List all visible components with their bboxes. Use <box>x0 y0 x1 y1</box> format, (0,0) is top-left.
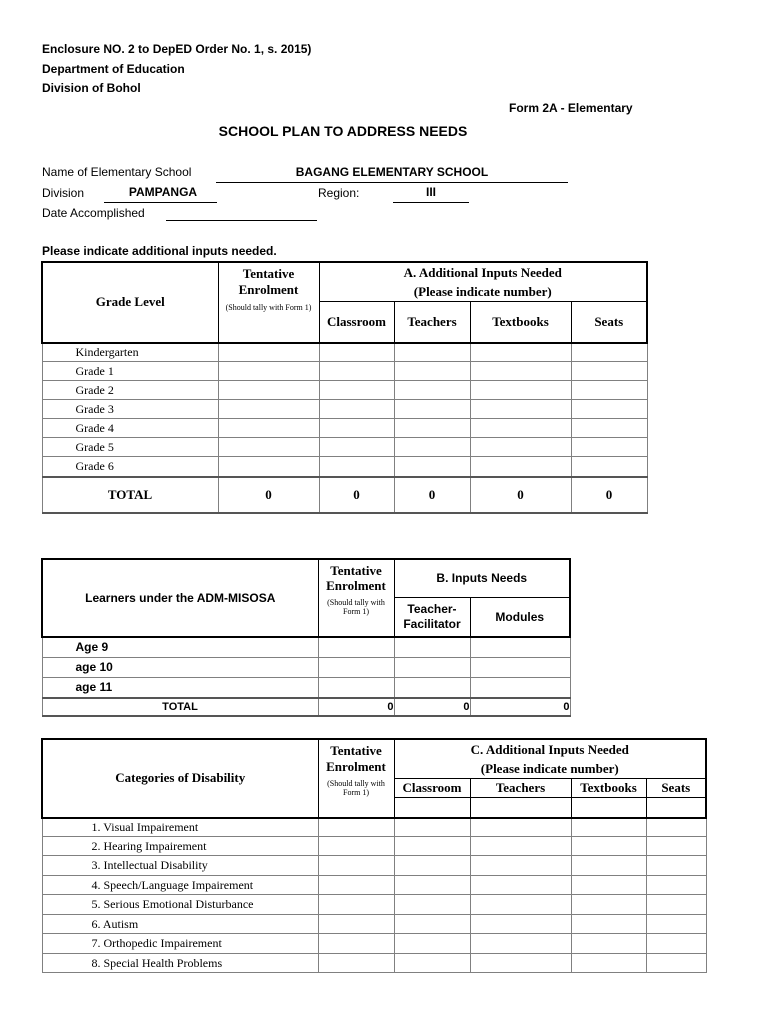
total-seats: 0 <box>571 477 647 513</box>
date-label: Date Accomplished <box>42 206 145 220</box>
input-cell[interactable] <box>394 381 470 400</box>
row-label: 4. Speech/Language Impairement <box>42 876 318 895</box>
table-a <box>41 261 648 514</box>
row-label: 7. Orthopedic Impairement <box>42 934 318 954</box>
input-cell[interactable] <box>470 457 571 477</box>
input-cell[interactable] <box>218 381 319 400</box>
input-cell[interactable] <box>646 837 706 856</box>
date-field[interactable] <box>166 220 317 221</box>
input-cell[interactable] <box>394 343 470 362</box>
input-cell[interactable] <box>218 419 319 438</box>
input-cell[interactable] <box>394 637 470 657</box>
table-row <box>42 457 647 477</box>
input-cell[interactable] <box>571 438 647 457</box>
row-label: Grade 1 <box>42 362 218 381</box>
b-enrolment-header: Tentative Enrolment <box>318 559 394 597</box>
region-label: Region: <box>318 186 360 200</box>
row-label: Grade 3 <box>42 400 218 419</box>
input-cell[interactable] <box>394 677 470 698</box>
table-row <box>42 837 706 856</box>
division-field[interactable] <box>104 202 217 203</box>
input-cell[interactable] <box>470 362 571 381</box>
b-total-modules: 0 <box>470 698 570 716</box>
table-row <box>42 419 647 438</box>
row-label: age 11 <box>42 677 318 698</box>
input-cell[interactable] <box>394 954 470 973</box>
input-cell[interactable] <box>319 381 394 400</box>
table-row <box>42 876 706 895</box>
input-cell[interactable] <box>571 837 646 856</box>
row-label: Grade 4 <box>42 419 218 438</box>
c-additional-inputs-header <box>394 739 706 779</box>
input-cell[interactable] <box>571 419 647 438</box>
row-label: 2. Hearing Impairement <box>42 837 318 856</box>
region-field[interactable] <box>393 202 469 203</box>
col-teachers: Teachers <box>394 302 470 343</box>
row-label: Grade 2 <box>42 381 218 400</box>
input-cell[interactable] <box>470 954 571 973</box>
input-cell[interactable] <box>318 637 394 657</box>
row-label: age 10 <box>42 657 318 677</box>
input-cell[interactable] <box>470 895 571 915</box>
inputs-needs-header: B. Inputs Needs <box>394 559 570 597</box>
input-cell[interactable] <box>318 876 394 895</box>
c-enrolment-header: Tentative Enrolment <box>318 739 394 779</box>
input-cell[interactable] <box>218 362 319 381</box>
input-cell[interactable] <box>470 438 571 457</box>
table-row <box>42 343 647 362</box>
row-label: 5. Serious Emotional Disturbance <box>42 895 318 915</box>
instruction-text: Please indicate additional inputs needed. <box>42 244 277 258</box>
total-enrolment: 0 <box>218 477 319 513</box>
input-cell[interactable] <box>218 438 319 457</box>
col-textbooks: Textbooks <box>470 302 571 343</box>
input-cell[interactable] <box>646 954 706 973</box>
table-row <box>42 856 706 876</box>
input-cell[interactable] <box>646 915 706 934</box>
col-seats: Seats <box>571 302 647 343</box>
col-classroom: Classroom <box>319 302 394 343</box>
table-row <box>42 400 647 419</box>
enrolment-header: Tentative Enrolment <box>218 262 319 302</box>
table-row <box>42 362 647 381</box>
input-cell[interactable] <box>571 400 647 419</box>
total-row <box>42 477 647 513</box>
input-cell[interactable] <box>218 400 319 419</box>
additional-inputs-title: A. Additional Inputs Needed <box>403 265 562 280</box>
input-cell[interactable] <box>394 657 470 677</box>
table-row <box>42 637 570 657</box>
school-name-label: Name of Elementary School <box>42 165 192 179</box>
total-teachers: 0 <box>394 477 470 513</box>
input-cell[interactable] <box>571 343 647 362</box>
input-cell[interactable] <box>646 876 706 895</box>
input-cell[interactable] <box>318 954 394 973</box>
row-label: 8. Special Health Problems <box>42 954 318 973</box>
table-row <box>42 895 706 915</box>
b-total-enrolment: 0 <box>318 698 394 716</box>
input-cell[interactable] <box>470 677 570 698</box>
row-label: 6. Autism <box>42 915 318 934</box>
input-cell[interactable] <box>319 343 394 362</box>
division-text: Division of Bohol <box>42 81 141 95</box>
total-row <box>42 698 570 716</box>
input-cell[interactable] <box>571 954 646 973</box>
input-cell[interactable] <box>394 457 470 477</box>
row-label: 3. Intellectual Disability <box>42 856 318 876</box>
row-label: Grade 6 <box>42 457 218 477</box>
c-enrolment-note: (Should tally with Form 1) <box>318 779 394 818</box>
input-cell[interactable] <box>319 362 394 381</box>
c-header-blank <box>394 798 470 818</box>
table-row <box>42 381 647 400</box>
input-cell[interactable] <box>394 876 470 895</box>
input-cell[interactable] <box>470 837 571 856</box>
input-cell[interactable] <box>571 934 646 954</box>
input-cell[interactable] <box>470 876 571 895</box>
input-cell[interactable] <box>394 419 470 438</box>
input-cell[interactable] <box>394 856 470 876</box>
c-inputs-title: C. Additional Inputs Needed <box>470 742 629 757</box>
input-cell[interactable] <box>319 400 394 419</box>
input-cell[interactable] <box>319 457 394 477</box>
input-cell[interactable] <box>470 934 571 954</box>
enrolment-note: (Should tally with Form 1) <box>218 302 319 343</box>
total-classroom: 0 <box>319 477 394 513</box>
table-row <box>42 438 647 457</box>
input-cell[interactable] <box>318 657 394 677</box>
additional-inputs-header <box>319 262 647 302</box>
input-cell[interactable] <box>319 419 394 438</box>
row-label: Kindergarten <box>42 343 218 362</box>
input-cell[interactable] <box>394 438 470 457</box>
col-teacher-facilitator: Teacher-Facilitator <box>394 597 470 637</box>
c-header-blank <box>646 798 706 818</box>
c-header-blank <box>470 798 571 818</box>
b-total-teacher: 0 <box>394 698 470 716</box>
row-label: 1. Visual Impairement <box>42 818 318 837</box>
enclosure-text: Enclosure NO. 2 to DepED Order No. 1, s. 2015) <box>42 42 312 56</box>
table-row <box>42 657 570 677</box>
input-cell[interactable] <box>470 381 571 400</box>
input-cell[interactable] <box>470 400 571 419</box>
table-b <box>41 558 571 717</box>
grade-level-header: Grade Level <box>42 262 218 343</box>
input-cell[interactable] <box>318 677 394 698</box>
input-cell[interactable] <box>318 818 394 837</box>
input-cell[interactable] <box>394 915 470 934</box>
table-row <box>42 954 706 973</box>
table-row <box>42 934 706 954</box>
disability-categories-header: Categories of Disability <box>42 739 318 818</box>
input-cell[interactable] <box>394 362 470 381</box>
input-cell[interactable] <box>394 400 470 419</box>
input-cell[interactable] <box>470 657 570 677</box>
b-total-label: TOTAL <box>42 698 318 716</box>
additional-inputs-subtitle: (Please indicate number) <box>413 284 552 299</box>
input-cell[interactable] <box>470 915 571 934</box>
input-cell[interactable] <box>394 934 470 954</box>
input-cell[interactable] <box>646 856 706 876</box>
input-cell[interactable] <box>571 457 647 477</box>
input-cell[interactable] <box>571 895 646 915</box>
input-cell[interactable] <box>571 876 646 895</box>
input-cell[interactable] <box>646 934 706 954</box>
input-cell[interactable] <box>470 856 571 876</box>
col-modules: Modules <box>470 597 570 637</box>
b-enrolment-note: (Should tally with Form 1) <box>318 597 394 637</box>
school-name-field[interactable] <box>216 182 568 183</box>
input-cell[interactable] <box>470 419 571 438</box>
input-cell[interactable] <box>218 457 319 477</box>
division-label: Division <box>42 186 85 200</box>
page-title: SCHOOL PLAN TO ADDRESS NEEDS <box>218 123 468 139</box>
input-cell[interactable] <box>470 343 571 362</box>
row-label: Grade 5 <box>42 438 218 457</box>
input-cell[interactable] <box>318 934 394 954</box>
table-c <box>41 738 707 973</box>
region-value: III <box>425 185 436 199</box>
input-cell[interactable] <box>318 915 394 934</box>
input-cell[interactable] <box>646 818 706 837</box>
input-cell[interactable] <box>394 837 470 856</box>
total-label: TOTAL <box>42 477 218 513</box>
input-cell[interactable] <box>571 818 646 837</box>
c-col-classroom: Classroom <box>394 779 470 798</box>
c-inputs-subtitle: (Please indicate number) <box>480 761 619 776</box>
c-header-blank <box>571 798 646 818</box>
input-cell[interactable] <box>318 837 394 856</box>
input-cell[interactable] <box>318 856 394 876</box>
input-cell[interactable] <box>470 637 570 657</box>
table-row <box>42 677 570 698</box>
total-textbooks: 0 <box>470 477 571 513</box>
input-cell[interactable] <box>470 818 571 837</box>
c-col-seats: Seats <box>646 779 706 798</box>
form-label: Form 2A - Elementary <box>509 101 633 115</box>
input-cell[interactable] <box>394 818 470 837</box>
department-text: Department of Education <box>42 62 185 76</box>
adm-misosa-header: Learners under the ADM-MISOSA <box>42 559 318 637</box>
table-row <box>42 915 706 934</box>
input-cell[interactable] <box>319 438 394 457</box>
c-col-teachers: Teachers <box>470 779 571 798</box>
input-cell[interactable] <box>571 915 646 934</box>
input-cell[interactable] <box>571 856 646 876</box>
input-cell[interactable] <box>571 381 647 400</box>
division-value: PAMPANGA <box>128 185 198 199</box>
input-cell[interactable] <box>318 895 394 915</box>
table-row <box>42 818 706 837</box>
school-name-value: BAGANG ELEMENTARY SCHOOL <box>295 165 489 179</box>
input-cell[interactable] <box>394 895 470 915</box>
input-cell[interactable] <box>218 343 319 362</box>
input-cell[interactable] <box>571 362 647 381</box>
row-label: Age 9 <box>42 637 318 657</box>
c-col-textbooks: Textbooks <box>571 779 646 798</box>
input-cell[interactable] <box>646 895 706 915</box>
